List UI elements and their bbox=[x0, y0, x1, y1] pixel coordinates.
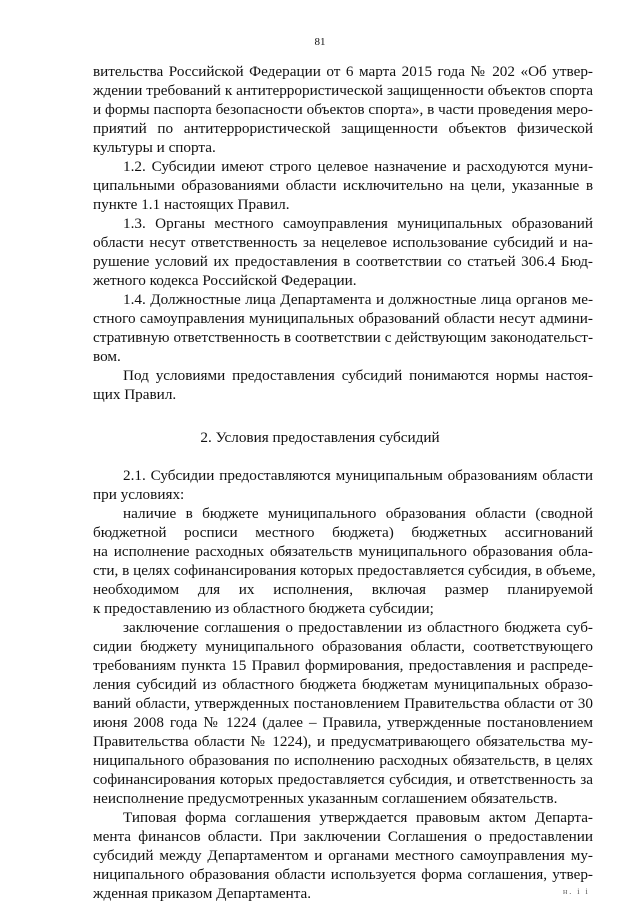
text-line: сидии бюджету муниципального образования области, соответствующего bbox=[93, 638, 593, 655]
text-line: наличие в бюджете муниципального образования области (сводной bbox=[123, 505, 593, 522]
text-line: культуры и спорта. bbox=[93, 139, 216, 156]
text-line: сти, в целях софинансирования которых предоставляется субсидия, в объеме, bbox=[93, 562, 596, 579]
text-line: стративную ответственность в соответствии с действующим законодательст- bbox=[93, 329, 593, 346]
text-line: субсидий между Департаментом и органами местного самоуправления му- bbox=[93, 847, 593, 864]
text-line: неисполнение предусмотренных указанным соглашением обязательств. bbox=[93, 790, 558, 807]
text-line: на исполнение расходных обязательств муниципального образования обла- bbox=[93, 543, 593, 560]
text-line: ждении требований к антитеррористической защищенности объектов спорта bbox=[93, 82, 593, 99]
text-line: ниципального образования по исполнению расходных обязательств, в целях bbox=[93, 752, 593, 769]
text-line: области несут ответственность за нецелевое использование субсидий и на- bbox=[93, 234, 593, 251]
section-heading: 2. Условия предоставления субсидий bbox=[200, 429, 440, 446]
text-line: и формы паспорта безопасности объектов спорта», в части проведения меро- bbox=[93, 101, 593, 118]
text-line: ваний области, утвержденных постановлением Правительства области от 30 bbox=[93, 695, 593, 712]
page-number: 81 bbox=[314, 36, 326, 48]
text-line: ципальными образованиями области исключительно на цели, указанные в bbox=[93, 177, 593, 194]
text-line: к предоставлению из областного бюджета субсидии; bbox=[93, 600, 434, 617]
text-line: Правительства области № 1224), и предусматривающего обязательства му- bbox=[93, 733, 593, 750]
text-line: ления субсидий из областного бюджета бюджетам муниципальных образо- bbox=[93, 676, 593, 693]
text-line: пункте 1.1 настоящих Правил. bbox=[93, 196, 290, 213]
text-line: приятий по антитеррористической защищенности объектов физической bbox=[93, 120, 593, 137]
text-line: вом. bbox=[93, 348, 121, 365]
text-line: заключение соглашения о предоставлении из областного бюджета суб- bbox=[123, 619, 593, 636]
text-line: стного самоуправления муниципальных образований области несут админи- bbox=[93, 310, 593, 327]
text-line: вительства Российской Федерации от 6 марта 2015 года № 202 «Об утвер- bbox=[93, 63, 593, 80]
text-line: при условиях: bbox=[93, 486, 185, 503]
text-line: рушение условий их предоставления в соответствии со статьей 306.4 Бюд- bbox=[93, 253, 593, 270]
text-line: щих Правил. bbox=[93, 386, 177, 403]
text-line: Под условиями предоставления субсидий понимаются нормы настоя- bbox=[123, 367, 593, 384]
text-line: требованиям пункта 15 Правил формирования, предоставления и распреде- bbox=[93, 657, 593, 674]
text-line: бюджетной росписи местного бюджета) бюджетных ассигнований bbox=[93, 524, 593, 541]
text-line: 1.3. Органы местного самоуправления муниципальных образований bbox=[123, 215, 593, 232]
text-line: 2.1. Субсидии предоставляются муниципальным образованиям области bbox=[123, 467, 593, 484]
text-line: июня 2008 года № 1224 (далее – Правила, утвержденные постановлением bbox=[93, 714, 593, 731]
text-line: жетного кодекса Российской Федерации. bbox=[93, 272, 357, 289]
text-line: мента финансов области. При заключении Соглашения о предоставлении bbox=[93, 828, 593, 845]
text-line: 1.2. Субсидии имеют строго целевое назначение и расходуются муни- bbox=[123, 158, 593, 175]
text-line: ниципального образования области используется форма соглашения, утвер- bbox=[93, 866, 593, 883]
corner-mark: н. і і bbox=[563, 887, 590, 896]
text-line: софинансирования которых предоставляется субсидия, и ответственность за bbox=[93, 771, 593, 788]
text-line: жденная приказом Департамента. bbox=[93, 885, 312, 902]
text-line: 1.4. Должностные лица Департамента и должностные лица органов ме- bbox=[123, 291, 593, 308]
text-line: необходимом для их исполнения, включая размер планируемой bbox=[93, 581, 593, 598]
text-line: Типовая форма соглашения утверждается правовым актом Департа- bbox=[123, 809, 593, 826]
